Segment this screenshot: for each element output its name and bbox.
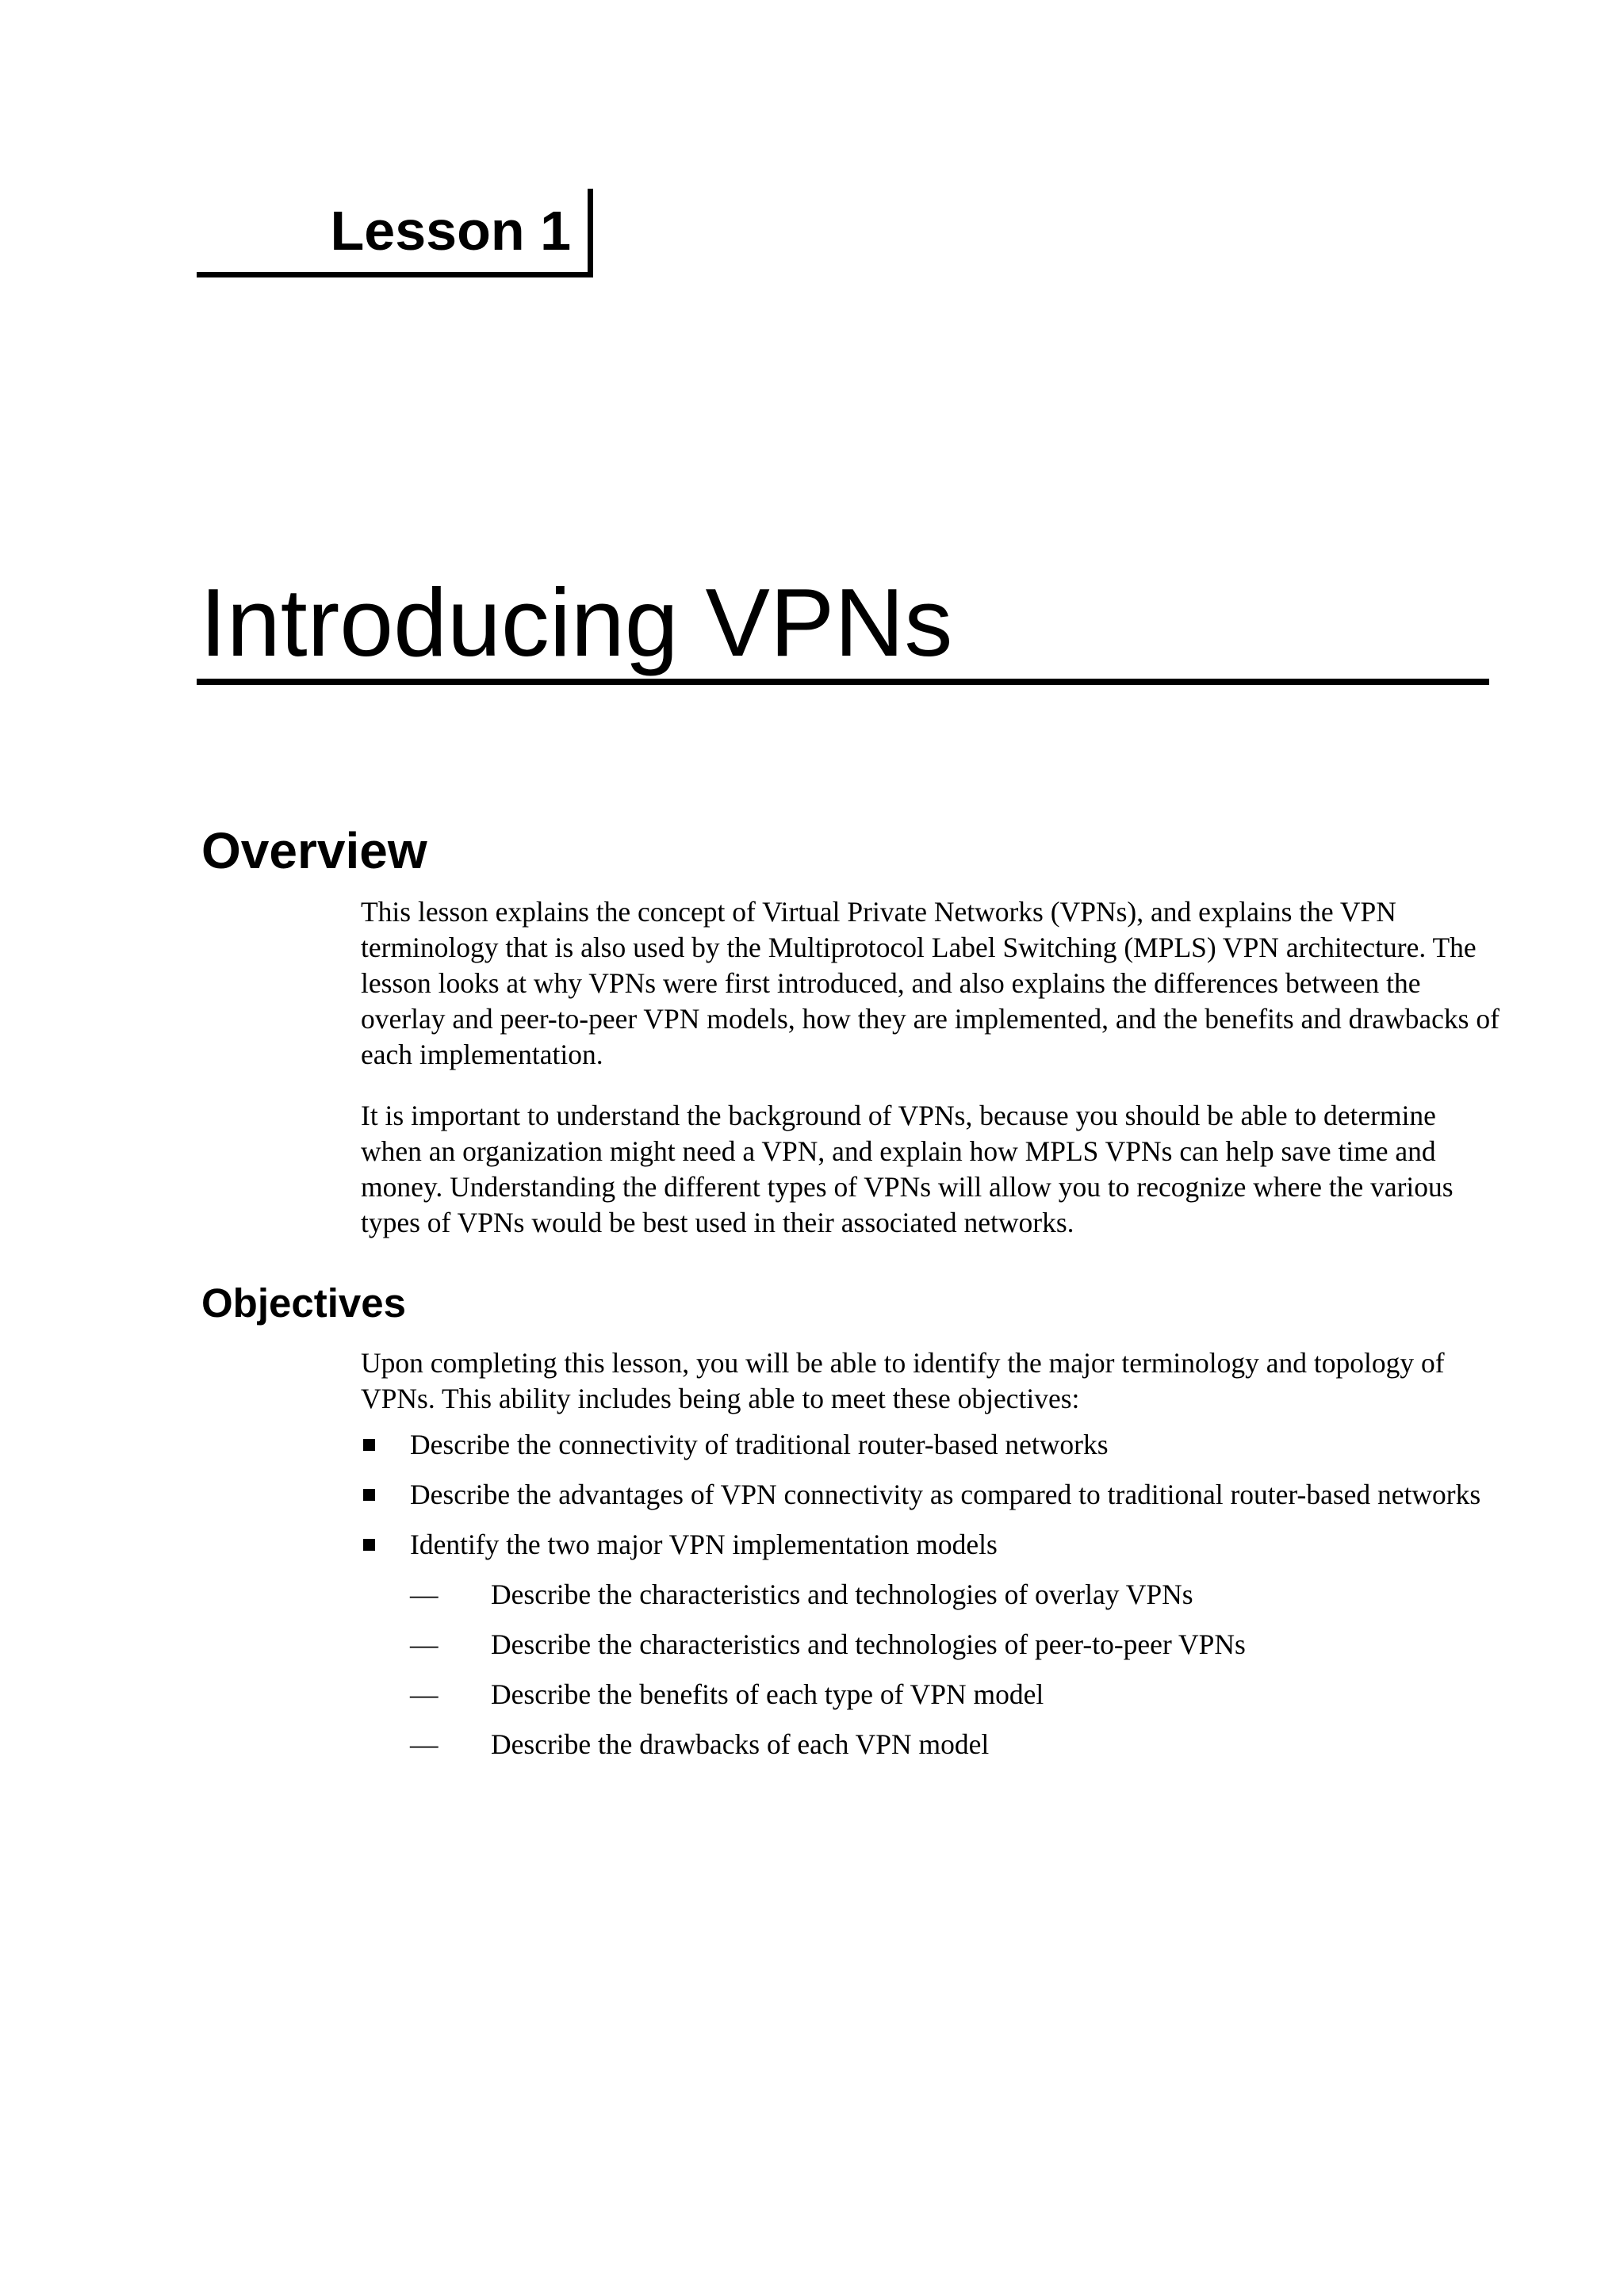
sub-objective-text: Describe the characteristics and technologies of peer-to-peer VPNs [491, 1628, 1246, 1660]
lesson-label: Lesson 1 [330, 200, 571, 262]
sub-list-item [410, 1727, 1503, 1762]
square-bullet-icon [363, 1489, 375, 1501]
sub-objective-text: Describe the benefits of each type of VPN model [491, 1678, 1044, 1710]
objective-text: Describe the advantages of VPN connectivity as compared to traditional router-based networks [410, 1479, 1481, 1510]
objectives-sublist [410, 1577, 1503, 1762]
dash-bullet-icon: — [410, 1678, 439, 1710]
sub-objective-text: Describe the characteristics and technologies of overlay VPNs [491, 1578, 1193, 1610]
objectives-intro: Upon completing this lesson, you will be able to identify the major terminology and topology of VPNs. This ability includes being able to meet these objectives: [361, 1347, 1445, 1414]
objectives-list [361, 1427, 1503, 1777]
objective-text: Describe the connectivity of traditional router-based networks [410, 1429, 1109, 1460]
title-rule [197, 679, 1489, 685]
page-title: Introducing VPNs [200, 568, 953, 676]
overview-paragraph-1: This lesson explains the concept of Virtual Private Networks (VPNs), and explains the VPN terminology that is also used by the Multiprotocol Label Switching (MPLS) VPN architecture. The lesson looks at why VPNs were first introduced, and also explains the differences between the overlay and peer-to-peer VPN models, how they are implemented, and the benefits and drawbacks of each implementation. [361, 896, 1500, 1070]
dash-bullet-icon: — [410, 1628, 439, 1660]
lesson-vertical-bar [588, 189, 593, 277]
sub-list-item [410, 1677, 1503, 1712]
sub-list-item [410, 1627, 1503, 1663]
sub-objective-text: Describe the drawbacks of each VPN model [491, 1728, 990, 1760]
overview-paragraph-2: It is important to understand the background of VPNs, because you should be able to determine when an organization might need a VPN, and explain how MPLS VPNs can help save time and money. Understanding the different types of VPNs will allow you to recognize where the various types of VPNs would be best used in their associated networks. [361, 1100, 1454, 1238]
list-item [361, 1477, 1503, 1513]
list-item [361, 1527, 1503, 1762]
objective-text: Identify the two major VPN implementation models [410, 1529, 998, 1560]
dash-bullet-icon: — [410, 1578, 439, 1610]
lesson-label-block [197, 189, 593, 277]
lesson-underline [197, 272, 593, 277]
list-item [361, 1427, 1503, 1463]
overview-heading: Overview [201, 822, 427, 879]
square-bullet-icon [363, 1439, 375, 1451]
sub-list-item [410, 1577, 1503, 1613]
dash-bullet-icon: — [410, 1728, 439, 1760]
objectives-heading: Objectives [201, 1280, 406, 1326]
square-bullet-icon [363, 1539, 375, 1551]
